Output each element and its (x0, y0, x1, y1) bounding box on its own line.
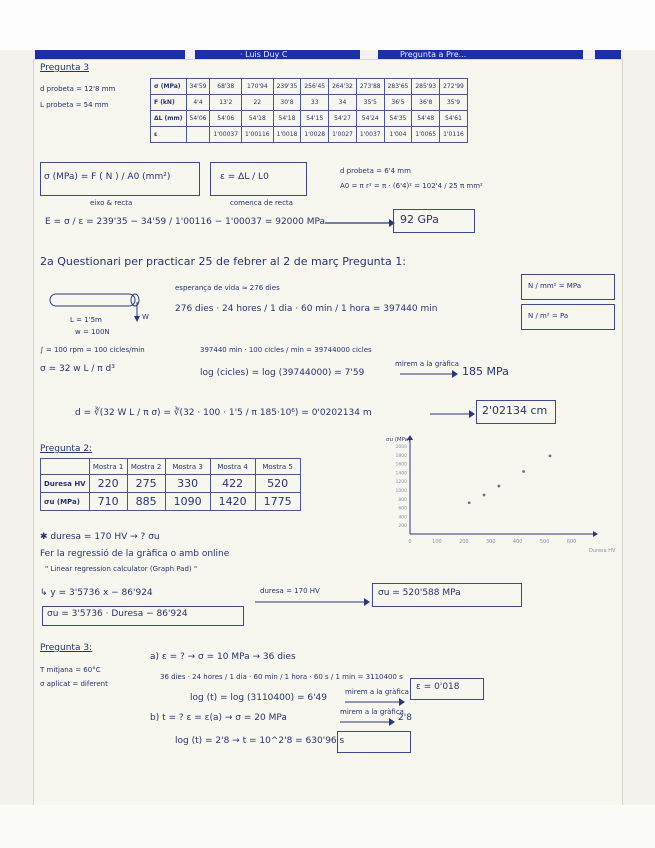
chart-x-arrow (593, 531, 598, 537)
p1-cycles-total: 397440 min · 100 cicles / min = 39744000 cicles (200, 346, 372, 354)
p1-w-label: W (142, 313, 149, 321)
p1-cycles: 276 dies · 24 hores / 1 dia · 60 min / 1 hora = 397440 min (175, 304, 438, 314)
p3a-table-cell: 264'32 (329, 79, 357, 95)
p3a-table-cell: 1'0027 (329, 127, 357, 143)
p2-header-cell: Mostra 5 (255, 459, 300, 475)
p3a-table-cell: 1'0065 (412, 127, 440, 143)
p3a-table-cell: 36'8 (412, 95, 440, 111)
p2-scatter-chart (370, 432, 625, 554)
p3a-table-cell: 1'0028 (301, 127, 329, 143)
p1-mirem: mirem a la gràfica (395, 360, 459, 368)
p3b-a-conv: 36 dies · 24 hores / 1 dia · 60 min / 1 hora · 60 s / 1 min = 3110400 s (160, 673, 403, 681)
p3a-area-1: d probeta = 6'4 mm (340, 167, 411, 175)
p3a-note-right: comenca de recta (230, 199, 293, 207)
p1-sigma-formula: σ = 32 w L / π d³ (40, 364, 115, 374)
p3a-table-cell: 22 (242, 95, 274, 111)
bottom-margin (0, 805, 655, 848)
p3a-table-cell: 54'27 (329, 111, 357, 127)
p2-line-3: " Linear regression calculator (Graph Pad) " (45, 565, 198, 573)
chart-x-tick-label: 600 (566, 539, 577, 545)
p2-table-cell: 520 (255, 475, 300, 493)
p3b-b-arrow (340, 717, 395, 727)
p2-header-cell: Mostra 4 (210, 459, 255, 475)
top-margin (0, 0, 655, 50)
p3b-title: Pregunta 3: (40, 643, 93, 653)
chart-y-tick-label: 400 (398, 515, 407, 521)
p3a-table-cell: 35'9 (440, 95, 468, 111)
chart-y-tick-label: 800 (398, 497, 407, 503)
p1-length: L = 1'5m (70, 316, 102, 324)
chart-x-tick-label: 100 (432, 539, 442, 545)
p3a-table-cell: 239'35 (273, 79, 301, 95)
p3a-row-label: F (kN) (151, 95, 187, 111)
p2-title: Pregunta 2: (40, 444, 93, 454)
p1-arrow-2 (430, 409, 475, 419)
chart-y-tick-label: 2000 (395, 445, 407, 450)
p1-d-calc: d = ∛(32 W L / π σ) = ∛(32 · 100 · 1'5 / π 185·10⁶) = 0'0202134 m (75, 408, 372, 418)
p3a-eps-formula: ε = ΔL / L0 (220, 172, 269, 182)
p3a-row-label: ΔL (mm) (151, 111, 187, 127)
p2-sigma-eq: σu = 3'5736 · Duresa − 86'924 (47, 609, 188, 619)
p3a-table-cell: 68'38 (210, 79, 242, 95)
p1-arrow-1 (400, 369, 458, 379)
p3a-table-cell: 54'15 (301, 111, 329, 127)
p3a-table-cell: 1'004 (384, 127, 412, 143)
p3a-table-cell: 54'24 (356, 111, 384, 127)
p3a-table-cell: 35'5 (356, 95, 384, 111)
p3a-d-probeta: d probeta = 12'8 mm (40, 85, 116, 93)
p3a-l-probeta: L probeta = 54 mm (40, 101, 109, 109)
p3a-table-row (151, 111, 468, 127)
p3a-table-cell: 256'45 (301, 79, 329, 95)
p1-units-2: N / m² = Pa (528, 312, 569, 320)
p2-table-cell: 275 (127, 475, 165, 493)
header-bar-left (35, 50, 185, 59)
chart-y-tick-label: 1000 (395, 489, 407, 494)
p3a-table-cell: 34 (329, 95, 357, 111)
p3a-table-cell: 1'0037 (356, 127, 384, 143)
chart-y-tick-label: 1200 (395, 480, 407, 486)
p3a-sigma-formula: σ (MPa) = F ( N ) / A0 (mm²) (44, 172, 171, 182)
p1-weight: w = 100N (75, 328, 110, 336)
chart-y-tick-label: 1800 (395, 453, 407, 459)
p3b-b-line: b) t = ? ε = ε(a) → σ = 20 MPa (150, 713, 287, 723)
p3a-table-cell: 272'99 (440, 79, 468, 95)
p3a-arrow (325, 218, 395, 228)
p2-line-2: Fer la regressió de la gràfica o amb online (40, 549, 230, 559)
p3a-table-row (151, 79, 468, 95)
p2-table-row (41, 493, 301, 511)
p3a-table-cell: 1'00037 (210, 127, 242, 143)
p3b-b-val: 2'8 (398, 713, 412, 723)
p2-duresa-note: duresa = 170 HV (260, 587, 320, 595)
p2-header-cell: Mostra 2 (127, 459, 165, 475)
p3b-a-mirem: mirem a la gràfica (345, 688, 409, 696)
p3a-table-cell: 33 (301, 95, 329, 111)
p1-units-1: N / mm² = MPa (528, 282, 582, 290)
p3a-table-cell: 283'65 (384, 79, 412, 95)
p3a-table-cell: 273'88 (356, 79, 384, 95)
p2-header-cell: Mostra 3 (165, 459, 210, 475)
p1-mpa: 185 MPa (462, 365, 509, 378)
chart-point (468, 501, 471, 504)
p3a-table-cell (186, 127, 210, 143)
header-bar-right-text: Pregunta a Pre... (400, 50, 467, 59)
p1-d-result: 2'02134 cm (482, 404, 548, 417)
p3a-row-label: ε (151, 127, 187, 143)
p3b-a-log: log (t) = log (3110400) = 6'49 (190, 693, 327, 703)
p3a-table-row (151, 127, 468, 143)
chart-x-tick-label: 400 (512, 539, 523, 545)
p3a-table-cell: 54'06 (210, 111, 242, 127)
header-bar-end (595, 50, 621, 59)
chart-point (483, 494, 486, 497)
p3b-a-arrow (345, 697, 405, 707)
p3a-table-cell: 36'5 (384, 95, 412, 111)
p3a-table-cell: 54'18 (273, 111, 301, 127)
p2-row-label: Duresa HV (41, 475, 90, 493)
p3a-data-table (150, 78, 468, 143)
p3a-area-2: A0 = π r² = π · (6'4)² = 102'4 / 25 π mm² (340, 182, 483, 190)
p3a-table-row (151, 95, 468, 111)
p2-table-cell: 330 (165, 475, 210, 493)
p3a-table-cell: 54'35 (384, 111, 412, 127)
p2-table-cell: 1420 (210, 493, 255, 511)
p3a-table-cell: 1'0018 (273, 127, 301, 143)
p2-table-cell: 1775 (255, 493, 300, 511)
p3a-title: Pregunta 3 (40, 63, 90, 73)
p3b-a-line: a) ε = ? → σ = 10 MPa → 36 dies (150, 652, 296, 662)
chart-x-tick-label: 500 (539, 539, 550, 545)
p2-table-cell: 422 (210, 475, 255, 493)
p2-table-cell: 1090 (165, 493, 210, 511)
p2-table-cell: 710 (89, 493, 127, 511)
p2-sigma-result: σu = 520'588 MPa (378, 588, 461, 598)
chart-point (549, 455, 552, 458)
p2-table-row (41, 475, 301, 493)
p3a-table-cell: 1'00116 (242, 127, 274, 143)
p3a-table-cell: 285'93 (412, 79, 440, 95)
p2-table-cell: 885 (127, 493, 165, 511)
p2-equation: ↳ y = 3'5736 x − 86'924 (40, 588, 153, 598)
p2-table-cell: 220 (89, 475, 127, 493)
p3b-a-result: ε = 0'018 (416, 682, 460, 692)
p2-line-1: ✱ duresa = 170 HV → ? σu (40, 532, 160, 542)
p2-arrow (255, 597, 370, 607)
chart-x-tick-label: 0 (408, 539, 412, 545)
p3b-b-mirem: mirem a la gràfica (340, 708, 404, 716)
p3a-e-result: 92 GPa (400, 213, 439, 226)
p2-header-cell (41, 459, 90, 475)
p3b-temp: T mitjana = 60°C (40, 666, 101, 674)
p3a-table-cell: 13'2 (210, 95, 242, 111)
chart-y-tick-label: 1600 (395, 462, 407, 468)
p3a-row-label: σ (MPa) (151, 79, 187, 95)
p1-rpm: ∫ = 100 rpm = 100 cicles/min (40, 346, 145, 354)
p3a-table-cell: 170'94 (242, 79, 274, 95)
chart-x-tick-label: 200 (459, 539, 469, 545)
p3b-b-log: log (t) = 2'8 → t = 10^2'8 = 630'96 s (175, 736, 345, 746)
p2-data-table (40, 458, 301, 511)
p1-life: esperança de vida ≈ 276 dies (175, 284, 280, 292)
p1-title: 2a Questionari per practicar 25 de febrer al 2 de març Pregunta 1: (40, 255, 406, 268)
chart-y-tick-label: 200 (398, 524, 407, 530)
p3a-table-cell: 54'06 (186, 111, 210, 127)
header-bar-mid-text: · Luis Duy C (240, 50, 288, 59)
chart-x-tick-label: 300 (485, 539, 496, 545)
p3a-table-cell: 54'18 (242, 111, 274, 127)
chart-point (497, 485, 500, 488)
p3a-table-cell: 34'59 (186, 79, 210, 95)
p3a-table-cell: 30'8 (273, 95, 301, 111)
p3b-aplicat: σ aplicat = diferent (40, 680, 108, 688)
p2-header-cell: Mostra 1 (89, 459, 127, 475)
chart-point (522, 470, 525, 473)
p3a-table-cell: 54'48 (412, 111, 440, 127)
chart-y-tick-label: 1400 (395, 471, 407, 477)
chart-x-label: Duresa HV (589, 548, 616, 554)
p3a-note-left: eixo & recta (90, 199, 133, 207)
p3b-b-result-box (337, 731, 411, 753)
chart-y-label: σu (MPa) (386, 437, 411, 443)
p3a-e-calc: E = σ / ε = 239'35 − 34'59 / 1'00116 − 1'00037 = 92000 MPa (45, 217, 326, 227)
chart-y-tick-label: 600 (398, 506, 407, 512)
p2-row-label: σu (MPa) (41, 493, 90, 511)
p3a-table-cell: 4'4 (186, 95, 210, 111)
p3a-table-cell: 1'0116 (440, 127, 468, 143)
p3a-table-cell: 54'61 (440, 111, 468, 127)
p1-log: log (cicles) = log (39744000) = 7'59 (200, 368, 365, 378)
